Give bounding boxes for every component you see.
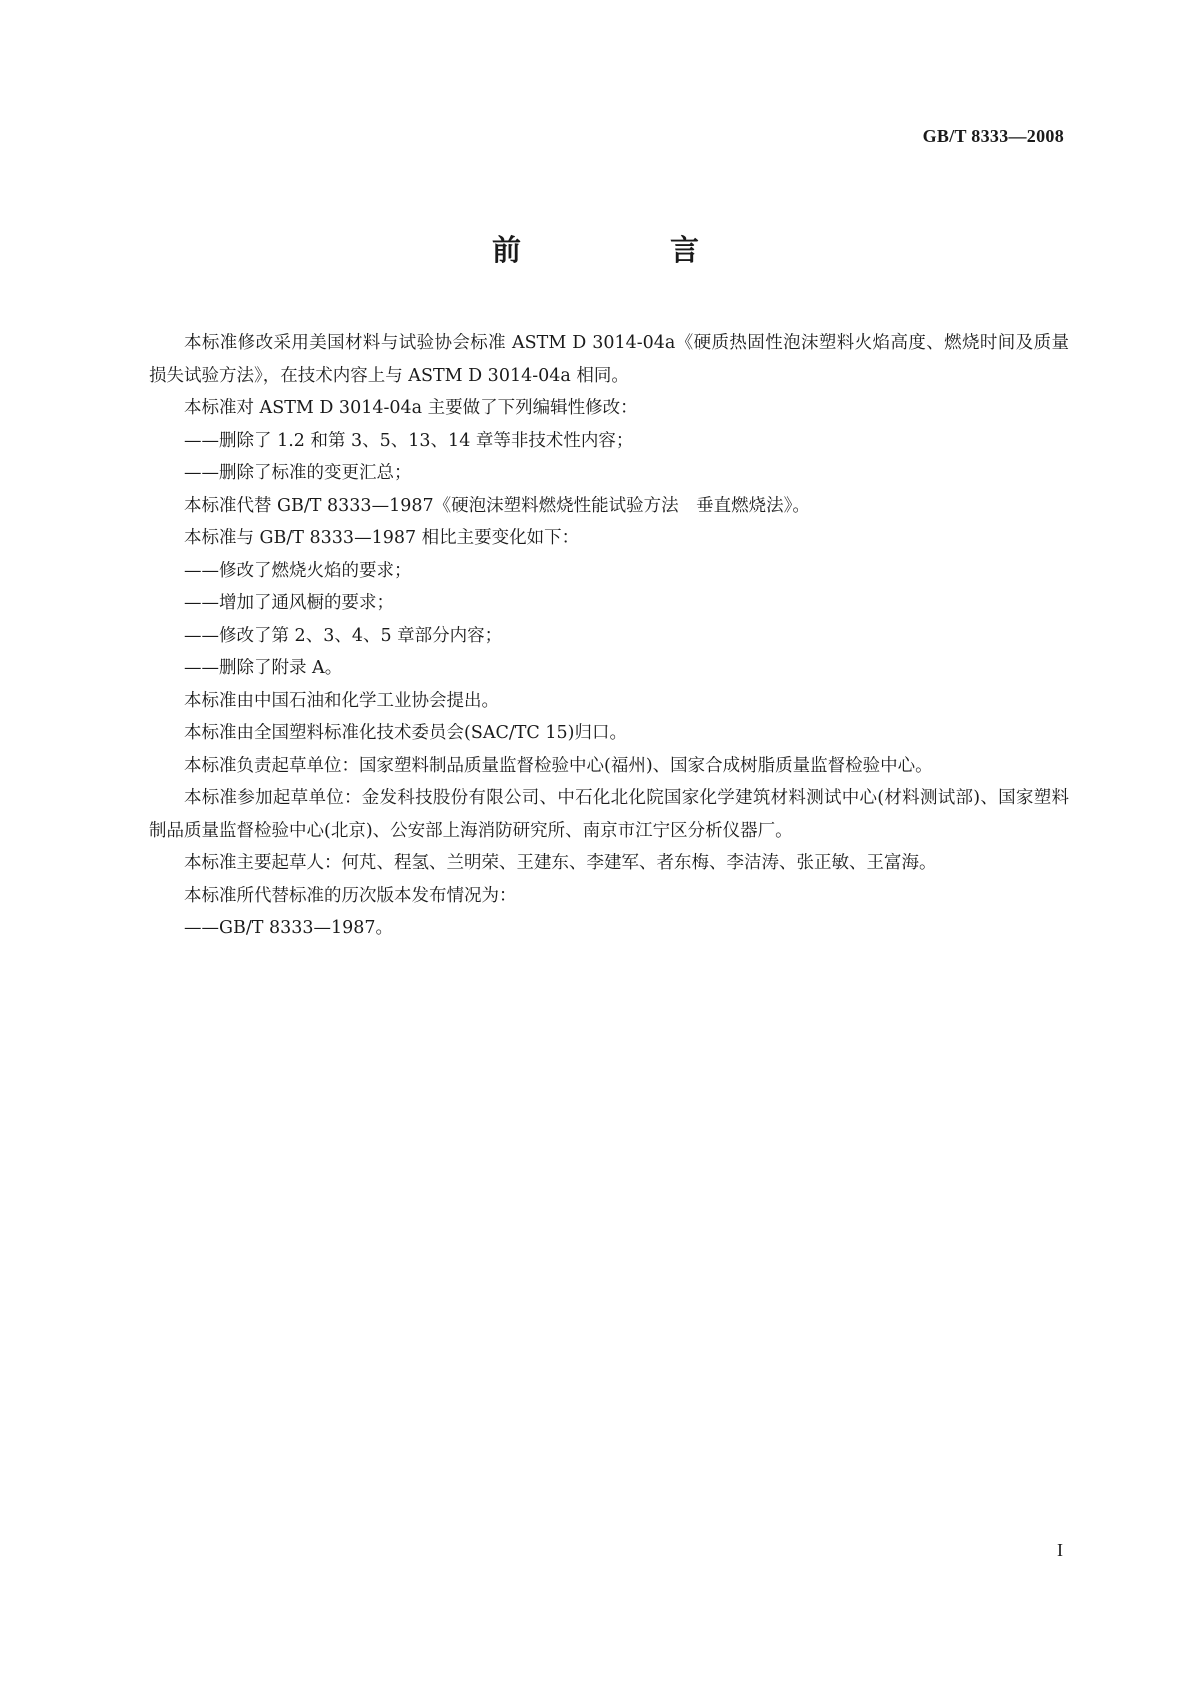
list-item: ——修改了第 2、3、4、5 章部分内容； [184,625,503,646]
list-item: ——修改了燃烧火焰的要求； [184,560,412,581]
paragraph-main-changes: 本标准与 GB/T 8333—1987 相比主要变化如下： [184,528,580,548]
paragraph-proposer: 本标准由中国石油和化学工业协会提出。 [184,690,499,711]
paragraph-history: 本标准所代替标准的历次版本发布情况为： [184,885,517,906]
list-item: ——删除了标准的变更汇总； [184,463,412,483]
paragraph-committee: 本标准由全国塑料标准化技术委员会(SAC/TC 15)归口。 [184,723,627,743]
paragraph-participating-drafters: 本标准参加起草单位：金发科技股份有限公司、中石化北化院国家化学建筑材料测试中心(材料测试部)、国家塑料制品质量监督检验中心(北京)、公安部上海消防研究所、南京市江宁区分析仪器厂。 [149,788,1069,841]
list-item: ——删除了附录 A。 [184,658,343,678]
paragraph-editorial-changes: 本标准对 ASTM D 3014-04a 主要做了下列编辑性修改： [184,398,638,418]
list-item: ——GB/T 8333—1987。 [184,918,394,938]
preface-body [149,327,1069,945]
standard-code: GB/T 8333—2008 [922,126,1064,146]
paragraph-adoption: 本标准修改采用美国材料与试验协会标准 ASTM D 3014-04a《硬质热固性泡沫塑料火焰高度、燃烧时间及质量损失试验方法》，在技术内容上与 ASTM D 3014-04a 相同。 [149,333,1069,386]
page-title: 前 言 [491,233,759,267]
paragraph-replaces: 本标准代替 GB/T 8333—1987《硬泡沫塑料燃烧性能试验方法 垂直燃烧法》。 [184,495,810,516]
paragraph-lead-drafters: 本标准负责起草单位：国家塑料制品质量监督检验中心(福州)、国家合成树脂质量监督检验中心。 [184,755,933,776]
page-number: I [1057,1540,1063,1560]
list-item: ——增加了通风橱的要求； [184,593,394,613]
list-item: ——删除了 1.2 和第 3、5、13、14 章等非技术性内容； [184,430,634,451]
paragraph-drafters: 本标准主要起草人：何芃、程氢、兰明荣、王建东、李建军、者东梅、李洁涛、张正敏、王富海。 [184,853,937,873]
